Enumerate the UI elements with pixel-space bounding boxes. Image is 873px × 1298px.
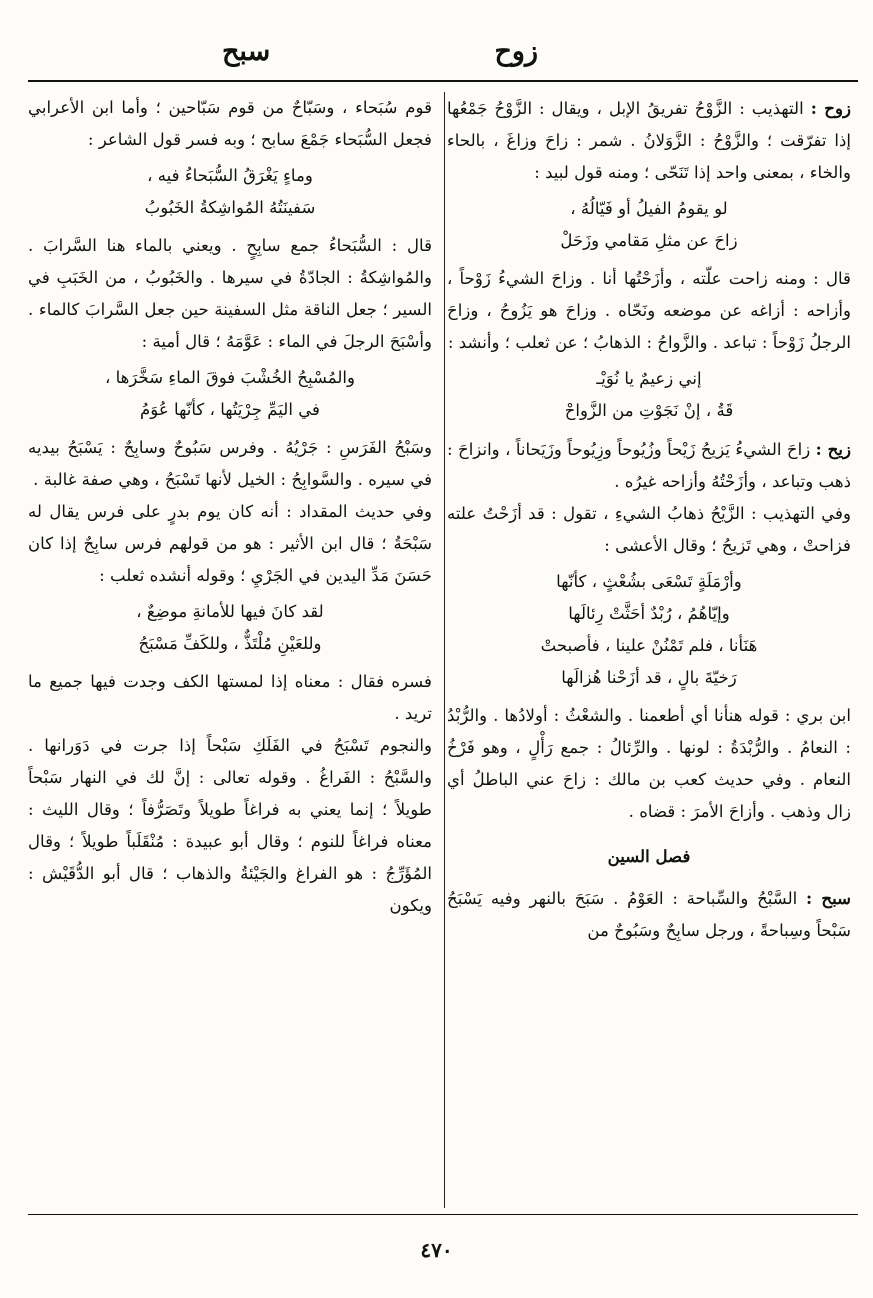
verse xyxy=(28,160,432,224)
verse-line: والمُسْبِحُ الخُشْبَ فوقَ الماءِ سَخَّرَها ، xyxy=(104,368,356,387)
entry-text: السَّبْحُ والسِّباحة : العَوْمُ . سَبَحَ بالنهر وفيه يَسْبَحُ سَبْحاً وسِباحةً ، ورجل سابِحٌ وسَبُوحٌ من xyxy=(447,889,851,940)
verse-line: قَةُ ، إنْ نَجَوْتِ من الزَّواحْ xyxy=(564,401,734,420)
entry-zayh xyxy=(447,433,851,498)
verse-line: لو يقومُ الفيلُ أو فَيّالُهُ ، xyxy=(570,199,728,218)
right-headword: زوح xyxy=(494,36,538,67)
verse xyxy=(447,193,851,257)
verse xyxy=(28,362,432,426)
entry-head: زيح : xyxy=(815,439,851,459)
paragraph: فسره فقال : معناه إذا لمستها الكف وجدت فيها جميع ما تريد . xyxy=(28,672,432,723)
verse-line: في اليَمِّ جِرْيَتُها ، كأنّها عُوَمُ xyxy=(140,400,320,419)
paragraph: ابن بري : قوله هنأنا أي أطعمنا . والشعْثُ : أولادُها . والرُّبْدُ : النعامُ . والرُّبْدَةُ : لونها . والرِّئالُ : جمع رَأْلٍ ، وهو فَرْخُ النعام . وفي حديث كعب بن مالك : زاحَ عني الباطلُ أي زال وذهب . وأزاحَ الأمرَ : قضاه . xyxy=(447,706,851,821)
verse-line: سَفينَتُهُ المُواشِكةُ الخَبُوبُ xyxy=(144,198,316,217)
verse-line: وماءٍ يَغْرَقُ السُّبَحاءُ فيه ، xyxy=(147,166,313,185)
paragraph: والنجوم تَسْبَحُ في الفَلَكِ سَبْحاً إذا جرت في دَوَرانها . والسَّبْحُ : الفَراغُ . وقوله تعالى : إنَّ لك في النهار سَبْحاً طويلاً ؛ إنما يعني به فراغاً طويلاً وتَصَرُّفاً ؛ وقال الليث : معناه فراغاً للنوم ؛ وقال أبو عبيدة : مُنْقَلَباً طويلاً ؛ وقال المُؤَرِّجُ : هو الفراغ والجَيْئةُ والذهاب ؛ قال أبو الدُّقَيْش : ويكون xyxy=(28,736,432,915)
entry-text: زاحَ الشيءُ يَزيحُ زَيْحاً وزُيُوحاً وزِيُوحاً وزَيَحاناً ، وانزاحَ : ذهب وتباعد ، وأزَحْتُهُ وأزاحه غيرُه . xyxy=(447,440,851,491)
verse-line: هَنَأنا ، فلم تَمْنُنْ علينا ، فأصبحتْ xyxy=(540,636,758,655)
header-rule xyxy=(28,80,858,82)
footer-rule xyxy=(28,1214,858,1215)
verse-line: زاحَ عن مثلِ مَقامي وزَحَلْ xyxy=(560,231,738,250)
paragraph: قال : السُّبَحاءُ جمع سابِحٍ . ويعني بالماء هنا السَّرابَ . والمُواشِكةُ : الجادّةُ في سيرها . والخَبُوبُ ، من الخَبَبِ في السير ؛ جعل الناقة مثل السفينة حين جعل السَّرابَ كالماء . وأسْبَحَ الرجلَ في الماء : عَوَّمَهُ ؛ قال أمية : xyxy=(28,236,432,351)
right-column xyxy=(447,92,851,1208)
paragraph: وسَبْحُ الفَرَسِ : جَرْيُهُ . وفرس سَبُوحٌ وسابِحٌ : يَسْبَحُ بيديه في سيره . والسَّوابِحُ : الخيل لأنها تَسْبَحُ ، وهي صفة غالبة . xyxy=(28,438,432,489)
verse-line: وإيّاهُمُ ، رُبْدٌ أحَثَّتْ رِئالَها xyxy=(568,604,730,623)
paragraph: وفي حديث المقداد : أنه كان يوم بدرٍ على فرس يقال له سَبْحَةُ ؛ قال ابن الأثير : هو من قولهم فرس سابِحٌ إذا كان حَسَنَ مَدِّ اليدين في الجَرْيِ ؛ وقوله أنشده ثعلب : xyxy=(28,502,432,585)
verse xyxy=(28,596,432,660)
paragraph: وفي التهذيب : الزَّيْحُ ذهابُ الشيءِ ، تقول : قد أزَحْتُ علته فزاحتْ ، وهي تَزيحُ ؛ وقال الأعشى : xyxy=(447,504,851,555)
paragraph: قال : ومنه زاحت علّته ، وأزَحْتُها أنا . وزاحَ الشيءُ زَوْحاً ، وأزاحه : أزاغه عن موضعه ونَحّاه . وزاحَ هو يَزُوحُ ، وزاحَ الرجلُ زَوْحاً : تباعد . والزَّواحُ : الذهابُ ؛ عن ثعلب ؛ وأنشد : xyxy=(447,269,851,352)
page-number: ٤٧٠ xyxy=(420,1238,453,1262)
left-column xyxy=(28,92,432,1208)
verse xyxy=(447,363,851,427)
verse-line: وللعَيْنِ مُلْتَذٌّ ، وللكَفِّ مَسْبَحُ xyxy=(138,634,322,653)
column-divider xyxy=(444,92,445,1208)
left-headword: سبح xyxy=(222,36,271,67)
verse-line: إني زعيمٌ يا نُوَيْـ xyxy=(596,369,702,388)
entry-sabh xyxy=(447,882,851,947)
entry-text: التهذيب : الزَّوْحُ تفريقُ الإبل ، ويقال : الزَّوْحُ جَمْعُها إذا تفرّقت ؛ والزَّوْحُ : الزَّوَلانُ . شمر : زاحَ وزاغَ ، بالحاء والخاء ، بمعنى واحد إذا تَنَحّى ؛ ومنه قول لبيد : xyxy=(447,99,851,182)
entry-head: سبح : xyxy=(806,888,851,908)
entry-head: زوح : xyxy=(810,98,851,118)
verse-line: لقد كانَ فيها للأمانةِ موضِعٌ ، xyxy=(136,602,324,621)
verse-line: رَخيّةَ بالٍ ، قد أزَحْنا هُزالَها xyxy=(561,668,737,687)
verse-line: وأرْمَلَةٍ تَسْعَى بشُعْثٍ ، كأنّها xyxy=(556,572,742,591)
entry-zawh xyxy=(447,92,851,189)
section-title: فصل السين xyxy=(607,846,691,866)
verse xyxy=(447,566,851,694)
paragraph: قوم سُبَحاء ، وسَبّاحٌ من قوم سَبّاحين ؛ وأما ابن الأعرابي فجعل السُّبَحاء جَمْعَ سابح ؛ وبه فسر قول الشاعر : xyxy=(28,98,432,149)
